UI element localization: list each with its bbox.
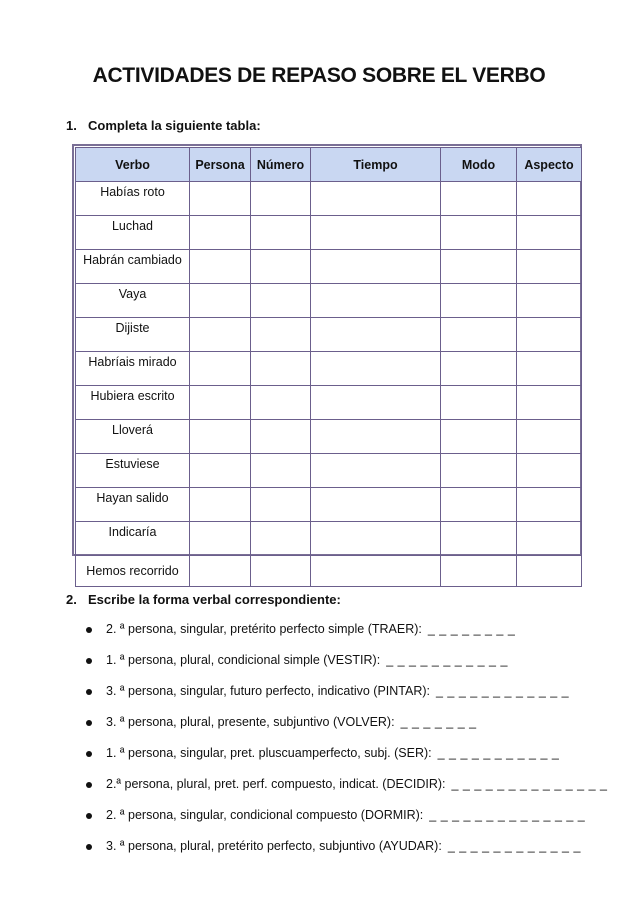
table-row [76, 318, 582, 352]
numero-cell[interactable] [251, 488, 311, 522]
modo-cell[interactable] [441, 556, 517, 587]
persona-cell[interactable] [190, 284, 251, 318]
exercise-prompt: 3. ª persona, plural, pretérito perfecto, subjuntivo (AYUDAR): [106, 839, 442, 853]
table-row [76, 454, 582, 488]
section-2-heading [66, 592, 341, 607]
verb-cell: Vaya [76, 284, 190, 318]
answer-blank[interactable]: _ _ _ _ _ _ _ [400, 715, 477, 729]
numero-cell[interactable] [251, 250, 311, 284]
section-2-number: 2. [66, 592, 77, 607]
persona-cell[interactable] [190, 488, 251, 522]
verb-cell: Habrán cambiado [76, 250, 190, 284]
column-header-aspecto: Aspecto [517, 148, 582, 182]
list-item [0, 839, 638, 870]
answer-blank[interactable]: _ _ _ _ _ _ _ _ _ _ _ _ _ _ [429, 808, 586, 822]
verb-cell: Hubiera escrito [76, 386, 190, 420]
modo-cell[interactable] [441, 386, 517, 420]
aspecto-cell[interactable] [517, 488, 582, 522]
modo-cell[interactable] [441, 454, 517, 488]
persona-cell[interactable] [190, 522, 251, 556]
answer-blank[interactable]: _ _ _ _ _ _ _ _ _ _ _ [437, 746, 560, 760]
verb-cell: Dijiste [76, 318, 190, 352]
aspecto-cell[interactable] [517, 182, 582, 216]
tiempo-cell[interactable] [311, 522, 441, 556]
exercise-prompt: 1. ª persona, plural, condicional simple (VESTIR): [106, 653, 381, 667]
aspecto-cell[interactable] [517, 556, 582, 587]
numero-cell[interactable] [251, 420, 311, 454]
answer-blank[interactable]: _ _ _ _ _ _ _ _ _ _ _ _ _ _ [451, 777, 608, 791]
verb-cell: Hayan salido [76, 488, 190, 522]
persona-cell[interactable] [190, 250, 251, 284]
answer-blank[interactable]: _ _ _ _ _ _ _ _ _ _ _ [386, 653, 508, 667]
list-item [0, 808, 638, 839]
modo-cell[interactable] [441, 420, 517, 454]
exercise-prompt: 2.ª persona, plural, pret. perf. compuesto, indicat. (DECIDIR): [106, 777, 446, 791]
tiempo-cell[interactable] [311, 284, 441, 318]
answer-blank[interactable]: _ _ _ _ _ _ _ _ _ _ _ _ [436, 684, 570, 698]
bullet-icon [86, 751, 92, 757]
numero-cell[interactable] [251, 182, 311, 216]
table-row [76, 386, 582, 420]
list-item [0, 715, 638, 746]
aspecto-cell[interactable] [517, 352, 582, 386]
modo-cell[interactable] [441, 352, 517, 386]
numero-cell[interactable] [251, 284, 311, 318]
tiempo-cell[interactable] [311, 352, 441, 386]
table-row [76, 488, 582, 522]
verb-cell: Lloverá [76, 420, 190, 454]
exercise-prompt: 3. ª persona, singular, futuro perfecto, indicativo (PINTAR): [106, 684, 430, 698]
persona-cell[interactable] [190, 420, 251, 454]
tiempo-cell[interactable] [311, 182, 441, 216]
bullet-icon [86, 658, 92, 664]
modo-cell[interactable] [441, 216, 517, 250]
table-row [76, 250, 582, 284]
column-header-verbo: Verbo [76, 148, 190, 182]
aspecto-cell[interactable] [517, 284, 582, 318]
column-header-persona: Persona [190, 148, 251, 182]
column-header-tiempo: Tiempo [311, 148, 441, 182]
modo-cell[interactable] [441, 284, 517, 318]
numero-cell[interactable] [251, 386, 311, 420]
list-item [0, 684, 638, 715]
verb-cell: Habías roto [76, 182, 190, 216]
list-item [0, 622, 638, 653]
numero-cell[interactable] [251, 352, 311, 386]
exercise-prompt: 2. ª persona, singular, pretérito perfecto simple (TRAER): [106, 622, 422, 636]
bullet-icon [86, 844, 92, 850]
persona-cell[interactable] [190, 182, 251, 216]
answer-blank[interactable]: _ _ _ _ _ _ _ _ [427, 622, 516, 636]
tiempo-cell[interactable] [311, 454, 441, 488]
persona-cell[interactable] [190, 318, 251, 352]
column-header-modo: Modo [441, 148, 517, 182]
exercise-prompt: 3. ª persona, plural, presente, subjuntivo (VOLVER): [106, 715, 395, 729]
column-header-numero: Número [251, 148, 311, 182]
page-title: ACTIVIDADES DE REPASO SOBRE EL VERBO [92, 64, 546, 87]
persona-cell[interactable] [190, 216, 251, 250]
modo-cell[interactable] [441, 488, 517, 522]
answer-blank[interactable]: _ _ _ _ _ _ _ _ _ _ _ _ [447, 839, 581, 853]
exercise-prompt: 2. ª persona, singular, condicional compuesto (DORMIR): [106, 808, 424, 822]
table-header-row [76, 148, 582, 182]
aspecto-cell[interactable] [517, 420, 582, 454]
exercise-prompt: 1. ª persona, singular, pret. pluscuamperfecto, subj. (SER): [106, 746, 432, 760]
section-1-heading [66, 118, 261, 133]
bullet-icon [86, 689, 92, 695]
list-item [0, 777, 638, 808]
bullet-icon [86, 720, 92, 726]
aspecto-cell[interactable] [517, 250, 582, 284]
modo-cell[interactable] [441, 250, 517, 284]
verb-cell: Habríais mirado [76, 352, 190, 386]
tiempo-cell[interactable] [311, 556, 441, 587]
list-item [0, 653, 638, 684]
tiempo-cell[interactable] [311, 386, 441, 420]
verb-table [75, 147, 582, 587]
modo-cell[interactable] [441, 182, 517, 216]
verb-cell: Estuviese [76, 454, 190, 488]
table-row [76, 556, 582, 587]
section-2-text: Escribe la forma verbal correspondiente: [88, 592, 341, 607]
numero-cell[interactable] [251, 318, 311, 352]
numero-cell[interactable] [251, 556, 311, 587]
modo-cell[interactable] [441, 318, 517, 352]
aspecto-cell[interactable] [517, 386, 582, 420]
table-row [76, 216, 582, 250]
bullet-icon [86, 627, 92, 633]
tiempo-cell[interactable] [311, 216, 441, 250]
tiempo-cell[interactable] [311, 420, 441, 454]
numero-cell[interactable] [251, 522, 311, 556]
table-row [76, 420, 582, 454]
list-item [0, 746, 638, 777]
persona-cell[interactable] [190, 352, 251, 386]
table-row [76, 522, 582, 556]
section-1-text: Completa la siguiente tabla: [88, 118, 261, 133]
persona-cell[interactable] [190, 454, 251, 488]
modo-cell[interactable] [441, 522, 517, 556]
aspecto-cell[interactable] [517, 522, 582, 556]
table-row [76, 182, 582, 216]
aspecto-cell[interactable] [517, 216, 582, 250]
tiempo-cell[interactable] [311, 488, 441, 522]
bullet-icon [86, 782, 92, 788]
section-1-number: 1. [66, 118, 77, 133]
verb-table-frame [72, 144, 582, 578]
tiempo-cell[interactable] [311, 318, 441, 352]
exercise-list [0, 622, 638, 870]
verb-cell: Indicaría [76, 522, 190, 556]
verb-cell: Hemos recorrido [76, 556, 190, 587]
verb-cell: Luchad [76, 216, 190, 250]
numero-cell[interactable] [251, 454, 311, 488]
persona-cell[interactable] [190, 556, 251, 587]
table-row [76, 284, 582, 318]
persona-cell[interactable] [190, 386, 251, 420]
tiempo-cell[interactable] [311, 250, 441, 284]
aspecto-cell[interactable] [517, 318, 582, 352]
table-row [76, 352, 582, 386]
aspecto-cell[interactable] [517, 454, 582, 488]
bullet-icon [86, 813, 92, 819]
numero-cell[interactable] [251, 216, 311, 250]
